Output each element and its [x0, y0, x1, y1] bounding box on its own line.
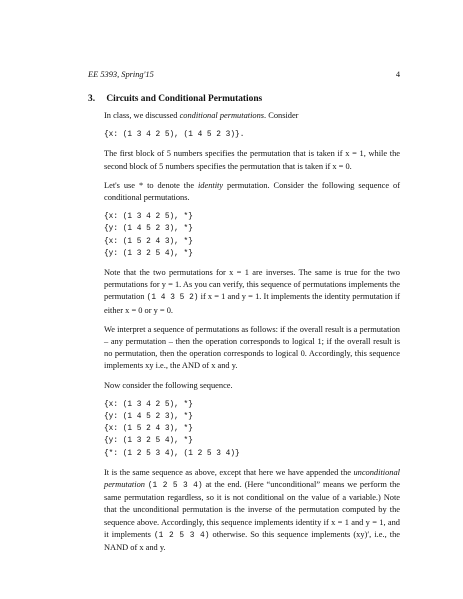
- page-header: [88, 69, 400, 81]
- intro-text-end: . Consider: [264, 111, 299, 120]
- code-line: {x: (1 5 2 4 3), *}: [104, 237, 193, 246]
- intro-paragraph: [104, 110, 400, 122]
- example-code: {x: (1 3 4 2 5), (1 4 5 2 3)}.: [104, 131, 245, 140]
- page-number: 4: [395, 70, 400, 79]
- section-body: [104, 110, 400, 561]
- permutation-literal: (1 2 5 3 4): [147, 482, 203, 491]
- nand-text-end: otherwise. So this sequence implements (xy)′, i.e., the NAND of x and y.: [104, 529, 401, 553]
- and-sequence-code: [104, 211, 400, 260]
- identity-text: Let's use * to denote the: [104, 180, 198, 190]
- nand-text: It is the same sequence as above, except that here we have appended the: [104, 467, 354, 477]
- code-line: {x: (1 3 4 2 5), *}: [104, 213, 193, 222]
- interpretation-paragraph: We interpret a sequence of permutations as follows: if the overall result is a permutation – any permutation – then the operation corresponds to logical 1; if the overall result is no permutation, then the operation corresponds to logical 0. Accordingly, this sequence implements xy i.e., the AND of x and y.: [104, 324, 400, 371]
- course-label: EE 5393, Spring'15: [88, 70, 154, 79]
- block-explanation-paragraph: The first block of 5 numbers specifies the permutation that is taken if x = 1, while the second block of 5 numbers specifies the permutation that is taken if x = 0.: [104, 149, 400, 171]
- code-line: {y: (1 4 5 2 3), *}: [104, 225, 193, 234]
- intro-text: In class, we discussed: [104, 111, 180, 120]
- identity-paragraph: [104, 180, 400, 204]
- code-line: {y: (1 3 2 5 4), *}: [104, 437, 193, 446]
- code-line: {y: (1 4 5 2 3), *}: [104, 413, 193, 422]
- nand-emphasis: unconditional permutation: [104, 467, 400, 490]
- section-number: 3.: [88, 94, 96, 104]
- intro-emphasis: conditional permutations: [179, 111, 265, 120]
- nand-paragraph: [104, 467, 400, 554]
- inverse-text: Note that the two permutations for x = 1 are inverses. The same is true for the two permutations for y = 1. As you can verify, this sequence of permutations implements the permutation: [104, 268, 400, 302]
- identity-text-end: permutation. Consider the following sequence of conditional permutations.: [104, 180, 400, 203]
- code-line: {x: (1 3 4 2 5), *}: [104, 400, 193, 409]
- permutation-literal: (1 4 3 5 2): [146, 294, 199, 303]
- permutation-literal-2: (1 2 5 3 4): [153, 531, 210, 540]
- inverse-text-end: if x = 1 and y = 1. It implements the identity permutation if either x = 0 or y = 0.: [104, 292, 401, 315]
- code-line: {x: (1 5 2 4 3), *}: [104, 425, 193, 434]
- section-heading: [88, 93, 400, 105]
- now-consider-paragraph: Now consider the following sequence.: [104, 380, 233, 390]
- inverse-paragraph: [104, 267, 400, 317]
- nand-text-mid: at the end. (Here “unconditional” means we perform the same permutation regardless, so it is not conditional on the value of a variable.) Note that the unconditional permutation is the inverse of the permutation computed by the sequence above. Accordingly, this sequence implements identity if x = 1 and y = 1, and it implements: [104, 480, 400, 539]
- code-line: {*: (1 2 5 3 4), (1 2 5 3 4)}: [104, 449, 240, 458]
- code-line: {y: (1 3 2 5 4), *}: [104, 249, 193, 258]
- section-title: Circuits and Conditional Permutations: [106, 94, 263, 104]
- nand-sequence-code: [104, 399, 400, 460]
- identity-emphasis: identity: [197, 180, 224, 190]
